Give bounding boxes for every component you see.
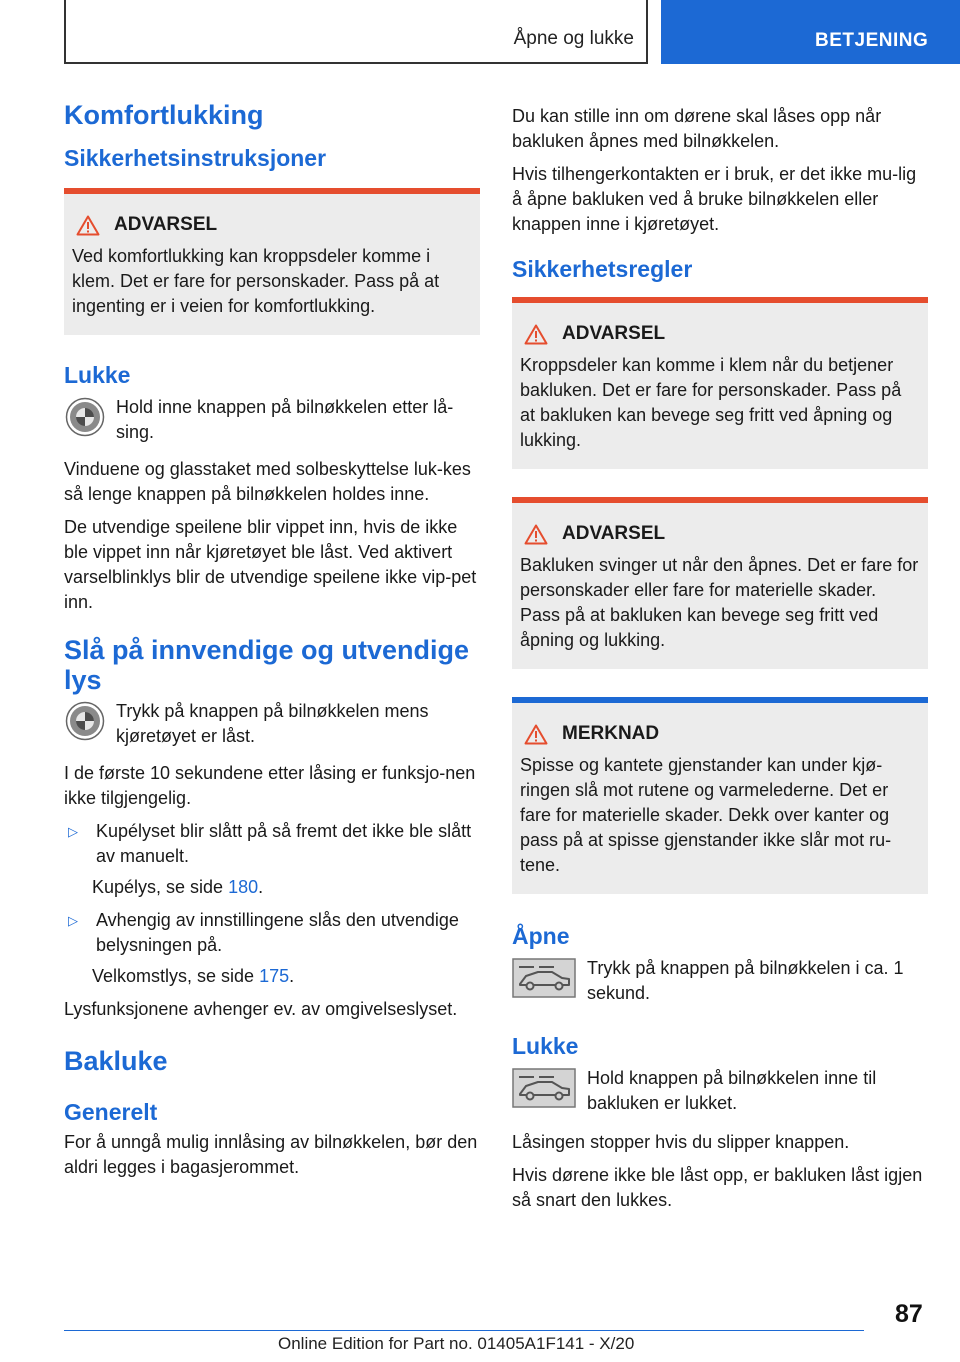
warning-box [512,297,928,469]
cross-reference: Velkomstlys, se side 175. [92,966,295,986]
heading-comfort-closing: Komfortlukking [64,100,264,130]
heading-open: Åpne [512,923,570,949]
page-number: 87 [895,1300,923,1328]
note-title: MERKNAD [562,723,660,744]
cross-reference: Kupélys, se side 180. [92,877,264,897]
heading-general: Generelt [64,1099,158,1125]
warning-box [512,497,928,669]
paragraph: Lysfunksjonene avhenger ev. av omgivelseslyset. [64,999,458,1019]
bmw-key-icon [65,397,105,437]
footer-edition-text: Online Edition for Part no. 01405A1F141 - X/20 [278,1334,635,1353]
warning-triangle-icon [76,215,100,236]
list-item [64,819,480,869]
paragraph: Du kan stille inn om dørene skal låses opp når bakluken åpnes med bilnøkkelen. [512,106,882,151]
right-column [512,104,928,1221]
page-link-175[interactable]: 175 [259,966,290,986]
triangle-bullet-icon: ▷ [68,913,78,928]
footer-divider [64,1330,864,1331]
trunk-close-instruction [512,1066,928,1116]
paragraph: De utvendige speilene blir vippet inn, hvis de ikke ble vippet inn når kjøretøyet ble låst. Ved aktivert varselblinklys blir de utvendige speilene ikke vip-pet inn. [64,517,477,612]
warning-triangle-icon [524,324,548,345]
warning-title: ADVARSEL [562,323,666,344]
heading-safety-instructions: Sikkerhetsinstruksjoner [64,145,327,171]
trunk-open-instruction [512,956,928,1006]
warning-title: ADVARSEL [114,214,218,235]
paragraph: Hvis dørene ikke ble låst opp, er bakluken låst igjen så snart den lukkes. [512,1165,923,1210]
car-trunk-icon [512,1068,576,1108]
close-text: Hold knappen på bilnøkkelen inne til bakluken er lukket. [587,1068,877,1113]
bmw-key-icon [65,701,105,741]
triangle-bullet-icon: ▷ [68,824,78,839]
heading-close: Lukke [512,1033,579,1059]
warning-text: Ved komfortlukking kan kroppsdeler komme i klem. Det er fare for personskader. Pass på at ingenting er i veien for komfortlukking. [72,246,440,316]
left-column [64,100,480,1188]
list-item [64,908,480,958]
paragraph: Hvis tilhengerkontakten er i bruk, er det ikke mu-lig å åpne bakluken ved å bruke bilnøkkelen eller knappen inne i kjøretøyet. [512,164,917,234]
key-instruction [64,395,480,445]
close-key-text: Hold inne knappen på bilnøkkelen etter lå-sing. [116,397,454,442]
warning-box [64,188,480,335]
warning-text: Kroppsdeler kan komme i klem når du betjener bakluken. Det er fare for personskader. Pass på at bakluken kan bevege seg fritt ved åpning og lukking. [520,355,902,450]
warning-title: ADVARSEL [562,523,666,544]
key-instruction [64,699,480,749]
paragraph: Vinduene og glasstaket med solbeskyttelse luk-kes så lenge knappen på bilnøkkelen holdes inne. [64,459,471,504]
heading-close: Lukke [64,362,131,388]
list-item-text: Avhengig av innstillingene slås den utvendige belysningen på. [96,910,459,955]
list-item-text: Kupélyset blir slått på så fremt det ikke ble slått av manuelt. [96,821,472,866]
header-chapter-tab: BETJENING [661,0,960,64]
note-box [512,697,928,894]
page-link-180[interactable]: 180 [228,877,259,897]
paragraph: I de første 10 sekundene etter låsing er funksjo-nen ikke tilgjengelig. [64,763,476,808]
heading-trunk: Bakluke [64,1046,168,1076]
paragraph: For å unngå mulig innlåsing av bilnøkkelen, bør den aldri legges i bagasjerommet. [64,1132,478,1177]
warning-triangle-icon [524,524,548,545]
car-trunk-icon [512,958,576,998]
header-section-title: Åpne og lukke [513,28,634,49]
open-text: Trykk på knappen på bilnøkkelen i ca. 1 sekund. [587,958,904,1003]
heading-safety-rules: Sikkerhetsregler [512,256,693,282]
warning-text: Bakluken svinger ut når den åpnes. Det er fare for personskader eller fare for materielle skader. Pass på at bakluken kan bevege seg fritt ved åpning og lukking. [520,555,919,650]
heading-lights: Slå på innvendige og utvendige lys [64,635,470,695]
warning-triangle-icon [524,724,548,745]
paragraph: Låsingen stopper hvis du slipper knappen. [512,1132,850,1152]
note-text: Spisse og kantete gjenstander kan under kjø-ringen slå mot rutene og varmelederne. Det er fare for materielle skader. Dekk over kanter og pass på at spisse gjenstander ikke slår mot ru-tene. [520,755,892,875]
lights-key-text: Trykk på knappen på bilnøkkelen mens kjøretøyet er låst. [116,701,429,746]
